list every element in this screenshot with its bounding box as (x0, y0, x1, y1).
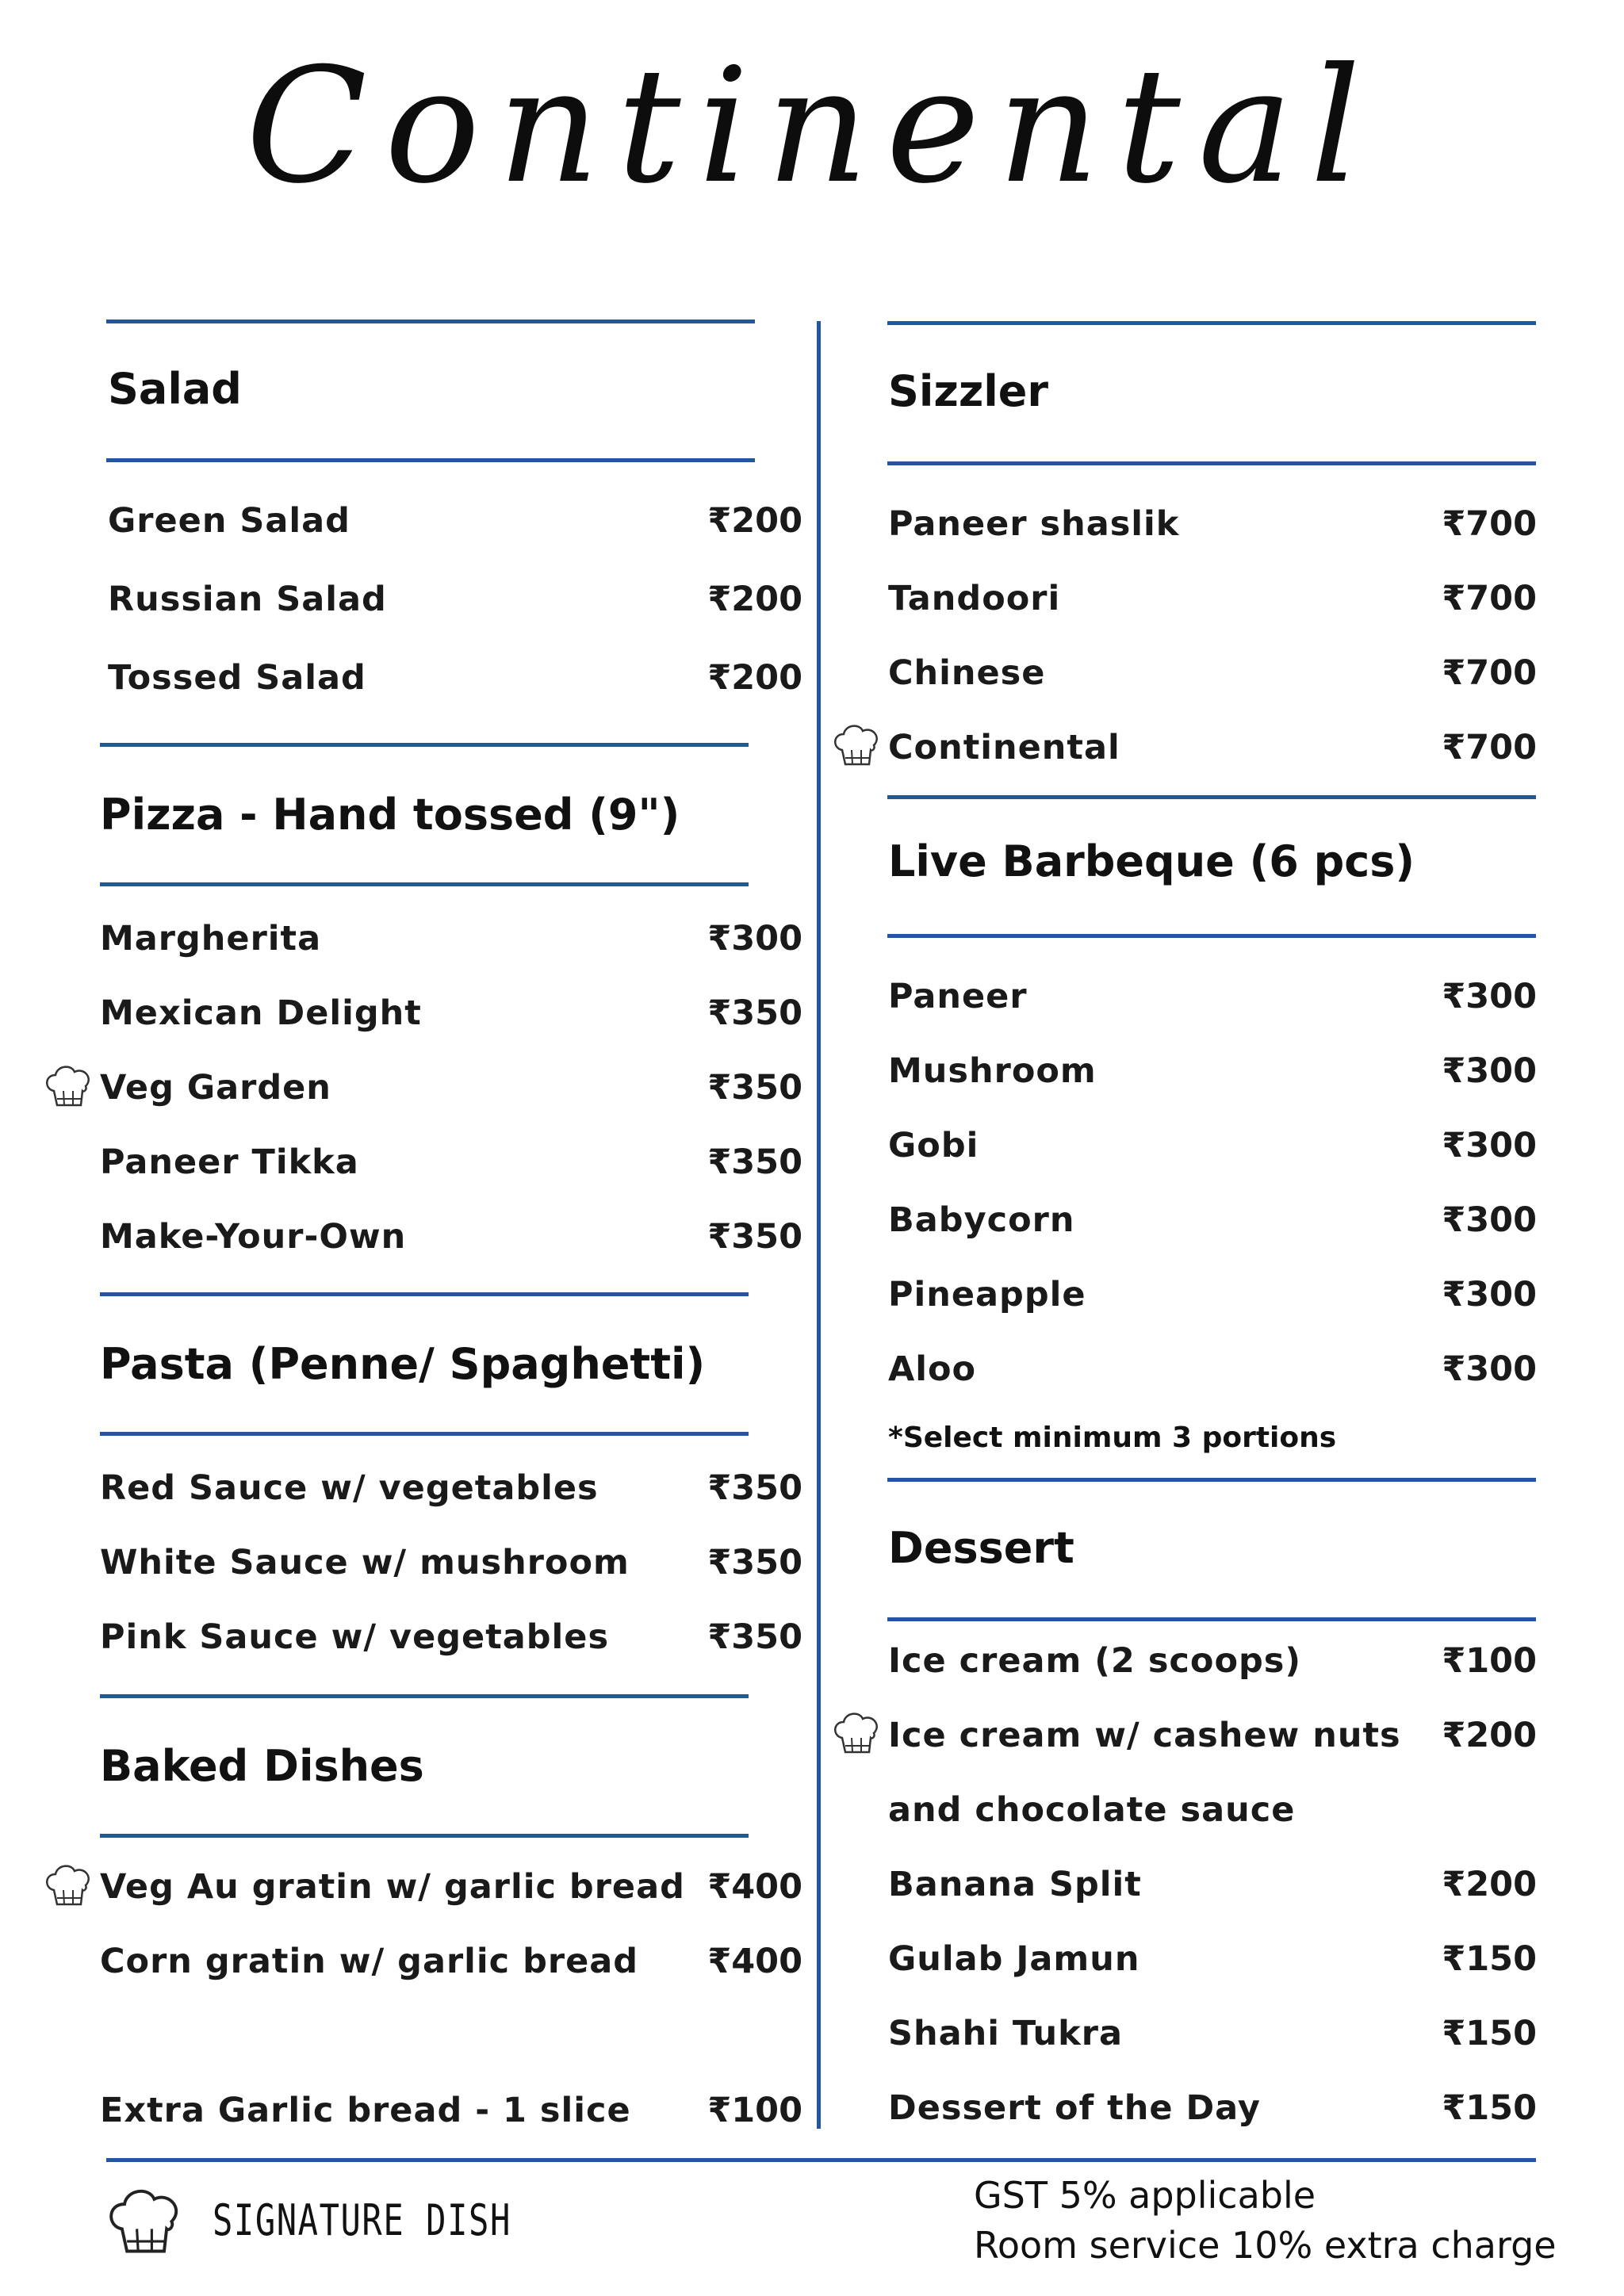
menu-item-price: ₹300 (1442, 1200, 1537, 1240)
menu-item-name: Paneer shaslik (888, 504, 1180, 544)
room-service-note: Room service 10% extra charge (974, 2224, 1557, 2267)
menu-item-name: Paneer Tikka (100, 1142, 359, 1182)
menu-item-name: Gobi (888, 1126, 979, 1165)
rule (100, 1292, 749, 1296)
section-heading-bbq: Live Barbeque (6 pcs) (888, 836, 1415, 886)
rule (100, 1834, 749, 1838)
menu-item-name: Tandoori (888, 579, 1061, 618)
chef-hat-icon (43, 1862, 94, 1909)
menu-item-price: ₹300 (1442, 1126, 1537, 1165)
menu-item-name: Veg Au gratin w/ garlic bread (100, 1867, 685, 1907)
menu-item-name: Ice cream (2 scoops) (888, 1641, 1302, 1681)
rule (100, 743, 749, 747)
menu-item-name: Aloo (888, 1349, 977, 1389)
column-divider (817, 321, 821, 2129)
menu-item-price: ₹150 (1442, 1939, 1537, 1979)
menu-item-name: Veg Garden (100, 1068, 331, 1108)
menu-item-name: Pink Sauce w/ vegetables (100, 1617, 610, 1657)
rule (100, 1432, 749, 1436)
menu-item-price: ₹350 (707, 993, 802, 1033)
menu-item-price: ₹700 (1442, 504, 1537, 544)
rule (887, 461, 1536, 465)
menu-item-name: Margherita (100, 919, 322, 959)
menu-item-name: Paneer (888, 977, 1028, 1016)
menu-item-name: Babycorn (888, 1200, 1075, 1240)
menu-item-price: ₹100 (707, 2091, 802, 2130)
menu-item-price: ₹300 (1442, 1349, 1537, 1389)
bbq-note: *Select minimum 3 portions (888, 1422, 1337, 1454)
menu-item-name: Mushroom (888, 1051, 1097, 1091)
menu-item-price: ₹700 (1442, 653, 1537, 693)
rule (887, 321, 1536, 325)
menu-item-name: Extra Garlic bread - 1 slice (100, 2091, 631, 2130)
menu-item-price: ₹400 (707, 1942, 802, 1981)
menu-item-name: White Sauce w/ mushroom (100, 1543, 630, 1582)
menu-item-price: ₹350 (707, 1543, 802, 1582)
rule (100, 882, 749, 886)
menu-item-name: Green Salad (108, 501, 350, 541)
menu-item-price: ₹300 (707, 919, 802, 959)
menu-item-price: ₹700 (1442, 728, 1537, 767)
section-heading-salad: Salad (108, 364, 242, 414)
footer-rule (106, 2158, 1536, 2162)
menu-item-price: ₹200 (707, 501, 802, 541)
menu-item-price: ₹300 (1442, 1275, 1537, 1314)
chef-hat-icon (43, 1062, 94, 1110)
section-heading-baked: Baked Dishes (100, 1741, 424, 1791)
gst-note: GST 5% applicable (974, 2174, 1316, 2217)
menu-item-price: ₹350 (707, 1468, 802, 1508)
menu-item-name: Red Sauce w/ vegetables (100, 1468, 599, 1508)
menu-item-name: Ice cream w/ cashew nuts (888, 1716, 1401, 1755)
menu-item-name: Chinese (888, 653, 1046, 693)
menu-item-name: Make-Your-Own (100, 1217, 407, 1257)
menu-item-price: ₹100 (1442, 1641, 1537, 1681)
menu-item-price: ₹200 (707, 580, 802, 619)
section-heading-sizzler: Sizzler (888, 366, 1049, 416)
section-heading-pizza: Pizza - Hand tossed (9") (100, 790, 680, 840)
section-heading-pasta: Pasta (Penne/ Spaghetti) (100, 1339, 706, 1389)
menu-item-name: Tossed Salad (108, 658, 366, 698)
menu-item-name: Pineapple (888, 1275, 1086, 1314)
chef-hat-icon (831, 1709, 882, 1757)
rule (106, 320, 755, 323)
menu-item-price: ₹350 (707, 1068, 802, 1108)
menu-item-price: ₹150 (1442, 2014, 1537, 2053)
menu-item-price: ₹700 (1442, 579, 1537, 618)
rule (887, 934, 1536, 938)
menu-title: Continental (245, 34, 1379, 219)
menu-item-price: ₹400 (707, 1867, 802, 1907)
menu-item-name: Mexican Delight (100, 993, 422, 1033)
rule (100, 1694, 749, 1698)
menu-item-name: Gulab Jamun (888, 1939, 1140, 1979)
menu-item-price: ₹200 (1442, 1716, 1537, 1755)
rule (887, 795, 1536, 799)
menu-item-name: and chocolate sauce (888, 1790, 1296, 1830)
menu-item-price: ₹200 (1442, 1865, 1537, 1904)
menu-item-price: ₹350 (707, 1217, 802, 1257)
menu-item-name: Russian Salad (108, 580, 387, 619)
menu-item-price: ₹350 (707, 1617, 802, 1657)
chef-hat-icon (105, 2184, 184, 2259)
menu-item-price: ₹350 (707, 1142, 802, 1182)
rule (887, 1478, 1536, 1482)
menu-item-price: ₹200 (707, 658, 802, 698)
menu-item-name: Shahi Tukra (888, 2014, 1123, 2053)
menu-item-name: Dessert of the Day (888, 2088, 1261, 2128)
menu-item-price: ₹300 (1442, 977, 1537, 1016)
rule (106, 458, 755, 462)
section-heading-dessert: Dessert (888, 1523, 1074, 1573)
menu-item-price: ₹300 (1442, 1051, 1537, 1091)
menu-item-name: Banana Split (888, 1865, 1142, 1904)
menu-item-name: Corn gratin w/ garlic bread (100, 1942, 639, 1981)
signature-dish-legend: SIGNATURE DISH (213, 2195, 511, 2245)
menu-item-price: ₹150 (1442, 2088, 1537, 2128)
rule (887, 1617, 1536, 1621)
chef-hat-icon (831, 721, 882, 769)
menu-item-name: Continental (888, 728, 1120, 767)
